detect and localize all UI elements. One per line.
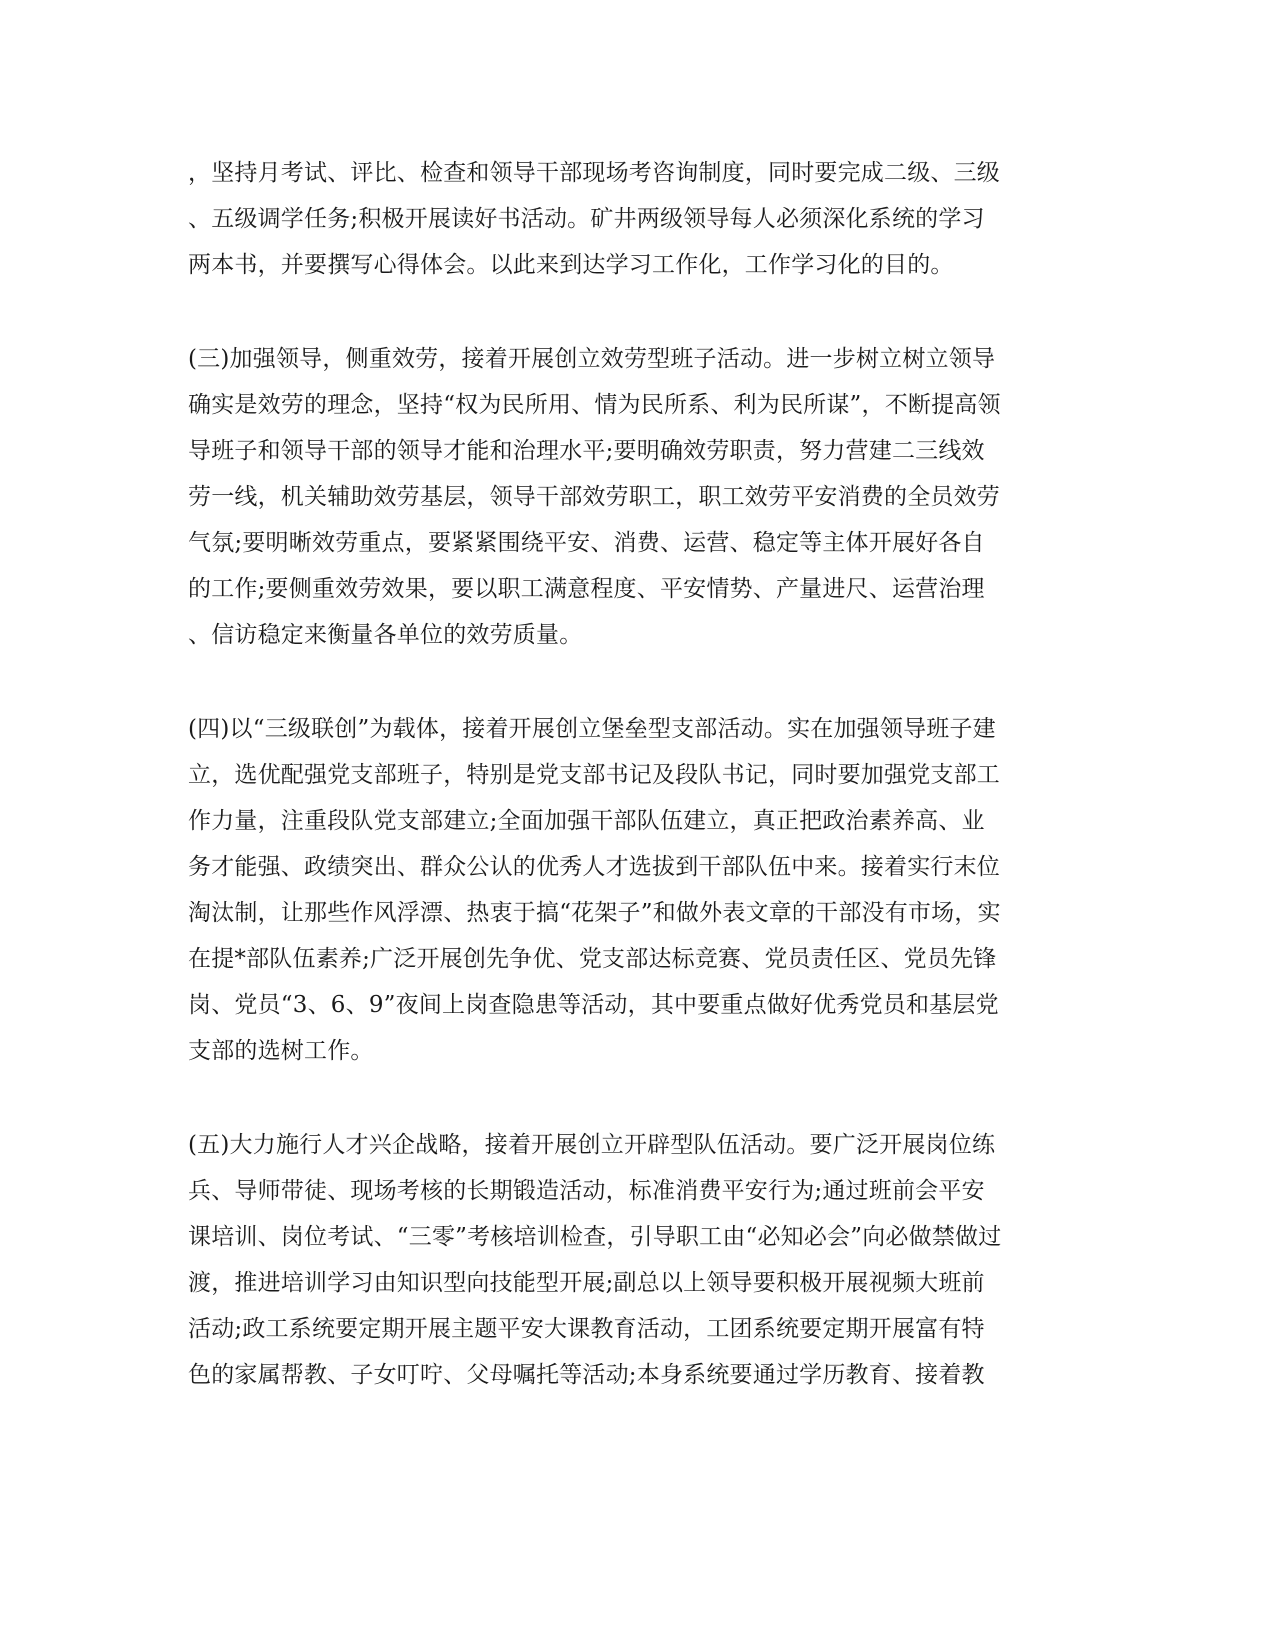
text-line: 务才能强、政绩突出、群众公认的优秀人才选拔到干部队伍中来。接着实行末位 (188, 854, 1000, 880)
text-line: 、信访稳定来衡量各单位的效劳质量。 (188, 622, 583, 648)
text-line: 两本书，并要撰写心得体会。以此来到达学习工作化，工作学习化的目的。 (188, 252, 954, 278)
text-line: 课培训、岗位考试、“三零”考核培训检查，引导职工由“必知必会”向必做禁做过 (188, 1224, 1002, 1250)
text-line: 的工作;要侧重效劳效果，要以职工满意程度、平安情势、产量进尺、运营治理 (188, 576, 985, 602)
text-line: 、五级调学任务;积极开展读好书活动。矿井两级领导每人必须深化系统的学习 (188, 206, 985, 232)
text-line: 作力量，注重段队党支部建立;全面加强干部队伍建立，真正把政治素养高、业 (188, 808, 985, 834)
text-line: 支部的选树工作。 (188, 1038, 374, 1064)
text-line: 气氛;要明晰效劳重点，要紧紧围绕平安、消费、运营、稳定等主体开展好各自 (188, 530, 985, 556)
paragraph-gap (188, 658, 1078, 706)
text-line: (五)大力施行人才兴企战略，接着开展创立开辟型队伍活动。要广泛开展岗位练 (188, 1132, 996, 1158)
text-line: (三)加强领导，侧重效劳，接着开展创立效劳型班子活动。进一步树立树立领导 (188, 346, 996, 372)
text-line: 立，选优配强党支部班子，特别是党支部书记及段队书记，同时要加强党支部工 (188, 762, 1000, 788)
text-line: 活动;政工系统要定期开展主题平安大课教育活动，工团系统要定期开展富有特 (188, 1316, 985, 1342)
text-line: (四)以“三级联创”为载体，接着开展创立堡垒型支部活动。实在加强领导班子建 (188, 716, 996, 742)
paragraph-section-5 (188, 1122, 1078, 1398)
text-line: 色的家属帮教、子女叮咛、父母嘱托等活动;本身系统要通过学历教育、接着教 (188, 1362, 985, 1388)
text-line: 确实是效劳的理念，坚持“权为民所用、情为民所系、利为民所谋”，不断提高领 (188, 392, 1001, 418)
text-line: ，坚持月考试、评比、检查和领导干部现场考咨询制度，同时要完成二级、三级 (188, 160, 1000, 186)
text-line: 渡，推进培训学习由知识型向技能型开展;副总以上领导要积极开展视频大班前 (188, 1270, 985, 1296)
text-line: 淘汰制，让那些作风浮漂、热衷于搞“花架子”和做外表文章的干部没有市场，实 (188, 900, 1001, 926)
paragraph-section-3 (188, 336, 1078, 658)
text-line: 导班子和领导干部的领导才能和治理水平;要明确效劳职责，努力营建二三线效 (188, 438, 985, 464)
paragraph-gap (188, 288, 1078, 336)
text-line: 劳一线，机关辅助效劳基层，领导干部效劳职工，职工效劳平安消费的全员效劳 (188, 484, 1000, 510)
text-line: 兵、导师带徒、现场考核的长期锻造活动，标准消费平安行为;通过班前会平安 (188, 1178, 985, 1204)
text-line: 岗、党员“3、6、9”夜间上岗查隐患等活动，其中要重点做好优秀党员和基层党 (188, 992, 999, 1018)
paragraph-intro-continued (188, 150, 1078, 288)
paragraph-section-4 (188, 706, 1078, 1074)
paragraph-gap (188, 1074, 1078, 1122)
document-page (188, 150, 1078, 1398)
text-line: 在提*部队伍素养;广泛开展创先争优、党支部达标竞赛、党员责任区、党员先锋 (188, 946, 997, 972)
